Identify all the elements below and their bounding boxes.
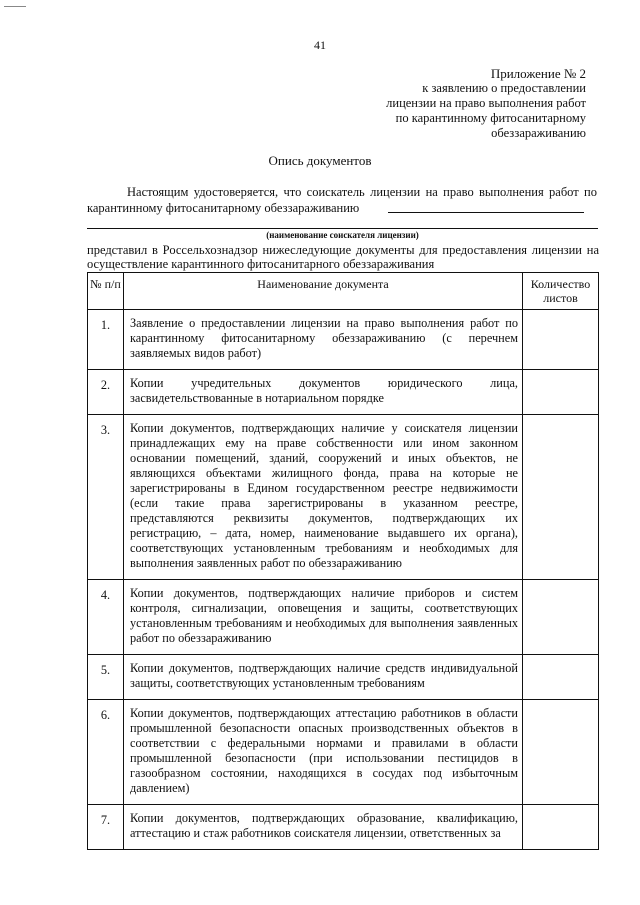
row-name: Копии учредительных документов юридического лица, засвидетельствованные в нотариальном порядке [124, 370, 523, 415]
row-num: 1. [88, 310, 124, 370]
row-name: Копии документов, подтверждающих аттестацию работников в области промышленной безопасности опасных производственных объектов в соответствии с федеральными нормами и правилами в области промышленной безопасности (при использовании пестицидов в газообразном состоянии, находящихся в сосудах под избыточным давлением) [124, 700, 523, 805]
row-num: 3. [88, 415, 124, 580]
row-num: 5. [88, 655, 124, 700]
certification-sentence: Настоящим удостоверяется, что соискатель лицензии на право выполнения работ по карантинному фитосанитарному обеззараживанию [87, 185, 597, 215]
row-num: 6. [88, 700, 124, 805]
presented-text: представил в Россельхознадзор нижеследующие документы для предоставления лицензии на осуществление карантинного фитосанитарного обеззараживания [87, 243, 599, 271]
documents-table [87, 272, 599, 850]
applicant-name-caption: (наименование соискателя лицензии) [266, 230, 419, 240]
header-count: Количество листов [523, 273, 599, 310]
table-row [88, 700, 599, 805]
applicant-fill-line [388, 212, 584, 213]
table-row [88, 370, 599, 415]
row-num: 2. [88, 370, 124, 415]
row-count [523, 310, 599, 370]
row-count [523, 415, 599, 580]
table-header-row [88, 273, 599, 310]
appendix-title: Приложение № 2 [490, 66, 586, 81]
appendix-line: обеззараживанию [491, 126, 586, 140]
row-count [523, 370, 599, 415]
row-count [523, 655, 599, 700]
row-num: 7. [88, 805, 124, 850]
applicant-name-line [87, 228, 598, 229]
appendix-line: лицензии на право выполнения работ [386, 96, 586, 110]
header-num: № п/п [88, 273, 124, 310]
appendix-line: по карантинному фитосанитарному [395, 111, 586, 125]
row-name: Копии документов, подтверждающих наличие средств индивидуальной защиты, соответствующих установленным требованиям [124, 655, 523, 700]
appendix-line: к заявлению о предоставлении [422, 81, 586, 95]
row-name: Копии документов, подтверждающих наличие у соискателя лицензии принадлежащих ему на праве собственности или ином законном основании помещений, зданий, сооружений и иных объектов, не являющихся объектами жилищного фонда, права на которые не зарегистрированы в Едином государственном реестре недвижимости (если такие права зарегистрированы в указанном реестре, представляются реквизиты документов, подтверждающих их регистрацию, – дата, номер, наименование выдавшего их органа), соответствующих установленным требованиям и необходимых для выполнения заявленных работ по обеззараживанию [124, 415, 523, 580]
row-name: Копии документов, подтверждающих образование, квалификацию, аттестацию и стаж работников соискателя лицензии, ответственных за [124, 805, 523, 850]
document-title: Опись документов [268, 153, 372, 168]
row-num: 4. [88, 580, 124, 655]
table-row [88, 805, 599, 850]
table-row [88, 580, 599, 655]
row-count [523, 805, 599, 850]
page-number: 41 [314, 38, 326, 52]
table-row [88, 310, 599, 370]
header-name: Наименование документа [124, 273, 523, 310]
table-row [88, 655, 599, 700]
scan-corner-mark [4, 6, 26, 7]
appendix-block [386, 66, 586, 141]
table-row [88, 415, 599, 580]
row-count [523, 580, 599, 655]
row-count [523, 700, 599, 805]
row-name: Копии документов, подтверждающих наличие приборов и систем контроля, сигнализации, оповещения и защиты, соответствующих установленным требованиям и необходимых для выполнения заявленных работ по обеззараживанию [124, 580, 523, 655]
row-name: Заявление о предоставлении лицензии на право выполнения работ по карантинному фитосанитарному обеззараживанию (с перечнем заявляемых видов работ) [124, 310, 523, 370]
